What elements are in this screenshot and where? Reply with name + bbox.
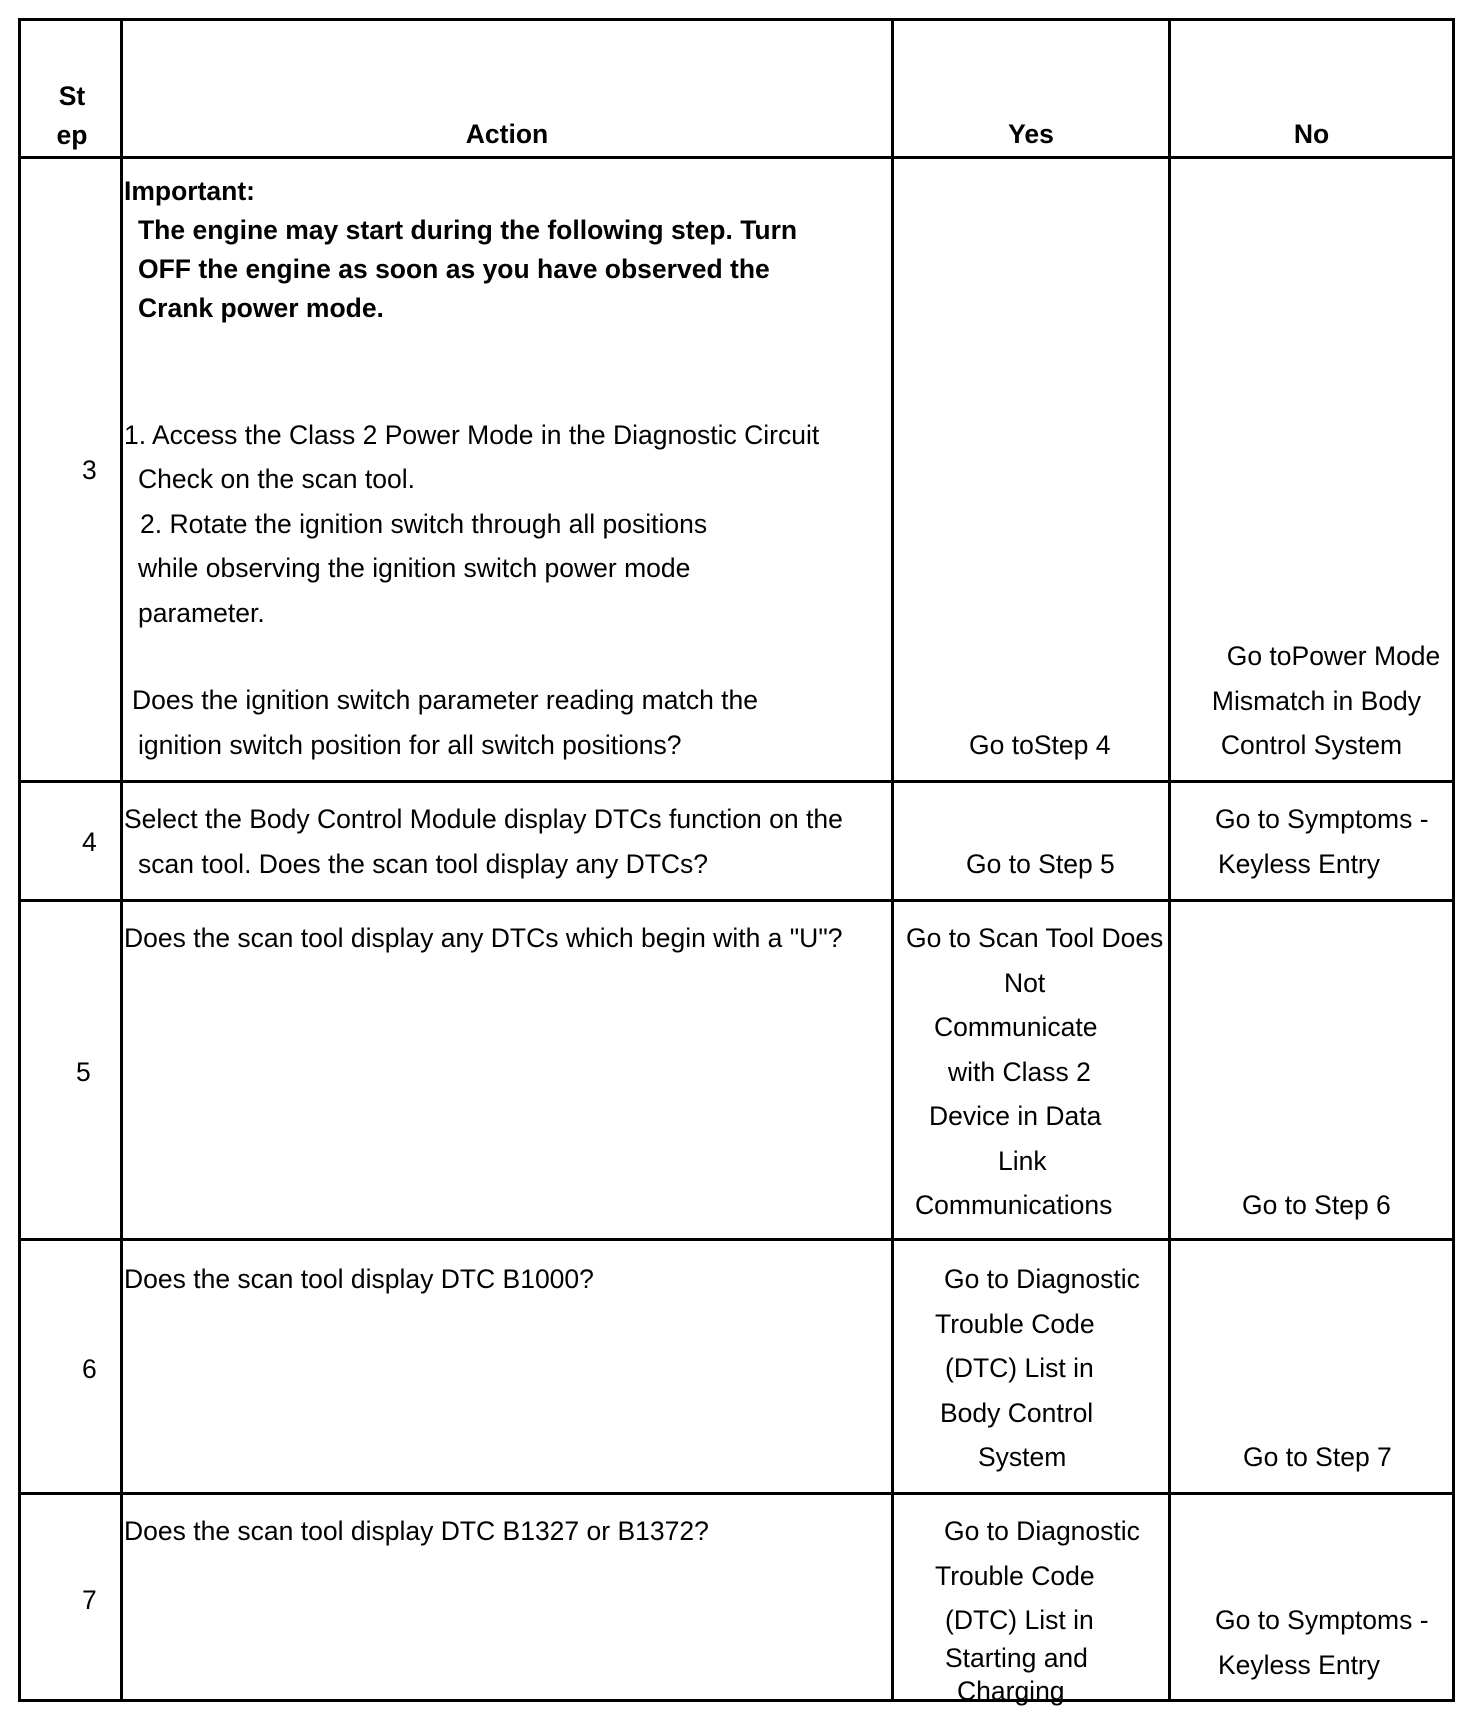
no-link[interactable]: Go to Step 7 — [1243, 1442, 1392, 1472]
question-text: ignition switch position for all switch positions? — [138, 730, 682, 760]
header-no: No — [1293, 119, 1330, 149]
no-link-line: Go to Symptoms - — [1215, 804, 1429, 834]
no-link-line: Go to Symptoms - — [1215, 1605, 1429, 1635]
yes-link-line: Link — [998, 1145, 1047, 1176]
important-line: The engine may start during the following step. Turn — [138, 215, 798, 245]
step-number: 3 — [82, 455, 97, 485]
step-number: 6 — [82, 1354, 97, 1384]
no-link-line: Control System — [1220, 730, 1403, 760]
no-link[interactable] — [1215, 1598, 1429, 1687]
action-text: scan tool. Does the scan tool display any DTCs? — [138, 849, 709, 879]
important-line: Crank power mode. — [138, 293, 384, 323]
header-step-line: St — [58, 81, 86, 111]
yes-link-line: with Class 2 — [948, 1056, 1091, 1087]
no-link[interactable] — [1215, 797, 1429, 886]
yes-link[interactable] — [894, 1257, 1168, 1480]
yes-link[interactable]: Go toStep 4 — [969, 730, 1111, 760]
yes-link-line: Go to Diagnostic — [944, 1264, 1140, 1294]
yes-link-line: Go to Diagnostic — [944, 1516, 1140, 1546]
yes-link-line: Device in Data — [929, 1101, 1102, 1131]
yes-link-line: Communicate — [934, 1012, 1098, 1042]
table-border — [18, 18, 21, 1702]
yes-link-line: (DTC) List in — [945, 1353, 1094, 1383]
column-divider — [1168, 18, 1171, 1702]
step-number: 4 — [82, 827, 97, 857]
table-border — [1452, 18, 1455, 1702]
row-divider — [18, 780, 1455, 783]
row-divider — [18, 1238, 1455, 1241]
yes-link[interactable] — [894, 916, 1168, 1228]
action-text: Select the Body Control Module display DTCs function on the — [124, 804, 843, 834]
header-action: Action — [465, 119, 549, 149]
yes-link-line: Trouble Code — [935, 1308, 1095, 1339]
table-border — [18, 1699, 1455, 1702]
yes-link-line: Charging — [957, 1675, 1065, 1706]
yes-link-line: Communications — [915, 1190, 1113, 1220]
header-yes: Yes — [1008, 119, 1054, 149]
yes-link-line: Trouble Code — [935, 1560, 1095, 1591]
no-link[interactable] — [1171, 634, 1452, 768]
row-divider — [18, 899, 1455, 902]
action-text: while observing the ignition switch power mode — [138, 553, 691, 583]
step-number: 5 — [76, 1057, 91, 1087]
no-link-line: Keyless Entry — [1218, 1649, 1381, 1680]
question-text: Does the ignition switch parameter reading match the — [132, 685, 759, 715]
yes-link[interactable] — [894, 1509, 1168, 1707]
important-line: OFF the engine as soon as you have observed the — [138, 254, 770, 284]
important-note — [138, 211, 797, 328]
yes-link-line: Starting and — [945, 1642, 1088, 1673]
action-text: Check on the scan tool. — [138, 464, 415, 494]
action-text: Does the scan tool display DTC B1000? — [124, 1264, 594, 1294]
action-text: Does the scan tool display any DTCs which begin with a "U"? — [124, 923, 843, 953]
action-text: 1. Access the Class 2 Power Mode in the Diagnostic Circuit — [124, 420, 820, 450]
column-divider — [120, 18, 123, 1702]
yes-link[interactable]: Go to Step 5 — [966, 849, 1115, 879]
no-link[interactable]: Go to Step 6 — [1242, 1190, 1391, 1220]
yes-link-line: Go to Scan Tool Does — [906, 923, 1164, 953]
action-text: parameter. — [138, 598, 265, 628]
action-text: 2. Rotate the ignition switch through all positions — [140, 509, 708, 539]
header-step — [22, 74, 122, 157]
no-link-line: Mismatch in Body — [1211, 685, 1422, 716]
no-link-line: Keyless Entry — [1218, 848, 1381, 879]
no-link-line: Go toPower Mode — [1226, 641, 1441, 671]
yes-link-line: Body Control — [940, 1397, 1094, 1428]
yes-link-line: (DTC) List in — [945, 1605, 1094, 1635]
yes-link-line: System — [978, 1442, 1067, 1472]
action-text: Does the scan tool display DTC B1327 or B1372? — [124, 1516, 709, 1546]
step-number: 7 — [82, 1585, 97, 1615]
table-border — [18, 18, 1455, 21]
yes-link-line: Not — [1004, 967, 1046, 998]
header-step-line: ep — [56, 119, 88, 150]
row-divider — [18, 1492, 1455, 1495]
important-label: Important: — [124, 176, 256, 206]
